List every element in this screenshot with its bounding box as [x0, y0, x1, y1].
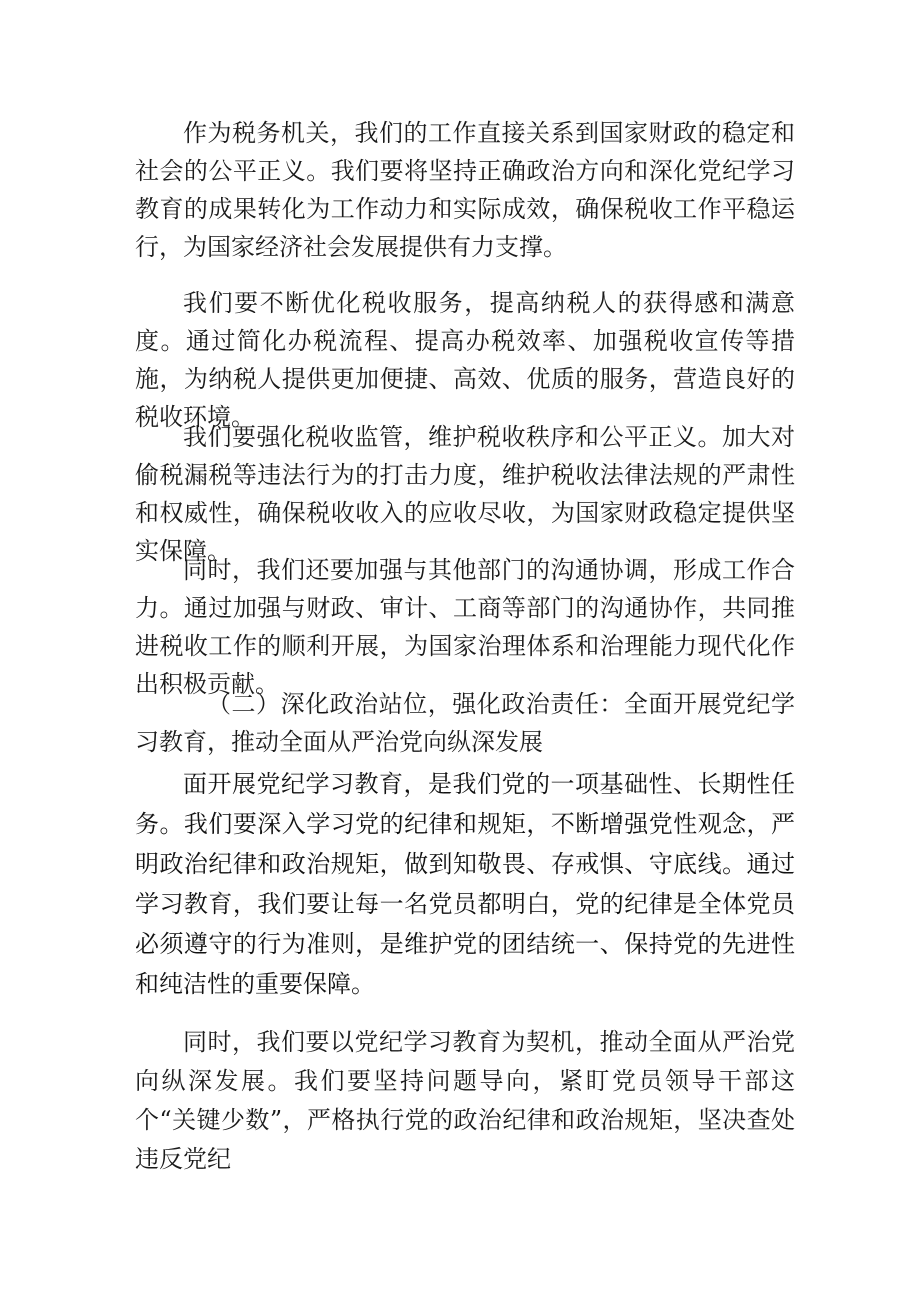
section-heading: （二）深化政治站位，强化政治责任：全面开展党纪学习教育，推动全面从严治党向纵深发展 — [135, 690, 795, 756]
paragraph-strict-party-governance: 同时，我们要以党纪学习教育为契机，推动全面从严治党向纵深发展。我们要坚持问题导向，紧盯党员领导干部这个“关键少数”，严格执行党的政治纪律和政治规矩，坚决查处违反党纪 — [135, 1028, 795, 1173]
paragraph-tax-authority-role: 作为税务机关，我们的工作直接关系到国家财政的稳定和社会的公平正义。我们要将坚持正确政治方向和深化党纪学习教育的成果转化为工作动力和实际成效，确保税收工作平稳运行，为国家经济社会发展提供有力支撑。 — [135, 119, 795, 261]
paragraph-optimize-tax-service: 我们要不断优化税收服务，提高纳税人的获得感和满意度。通过简化办税流程、提高办税效率、加强税收宣传等措施，为纳税人提供更加便捷、高效、优质的服务，营造良好的税收环境。 — [135, 289, 795, 431]
paragraph-party-discipline-education: 面开展党纪学习教育，是我们党的一项基础性、长期性任务。我们要深入学习党的纪律和规矩，不断增强党性观念，严明政治纪律和政治规矩，做到知敬畏、存戒惧、守底线。通过学习教育，我们要让每一名党员都明白，党的纪律是全体党员必须遵守的行为准则，是维护党的团结统一、保持党的先进性和纯洁性的重要保障。 — [135, 770, 795, 998]
paragraph-strengthen-supervision: 我们要强化税收监管，维护税收秩序和公平正义。加大对偷税漏税等违法行为的打击力度，维护税收法律法规的严肃性和权威性，确保税收收入的应收尽收，为国家财政稳定提供坚实保障。 — [135, 423, 795, 565]
paragraph-department-coordination: 同时，我们还要加强与其他部门的沟通协调，形成工作合力。通过加强与财政、审计、工商等部门的沟通协作，共同推进税收工作的顺利开展，为国家治理体系和治理能力现代化作出积极贡献。 — [135, 556, 795, 698]
